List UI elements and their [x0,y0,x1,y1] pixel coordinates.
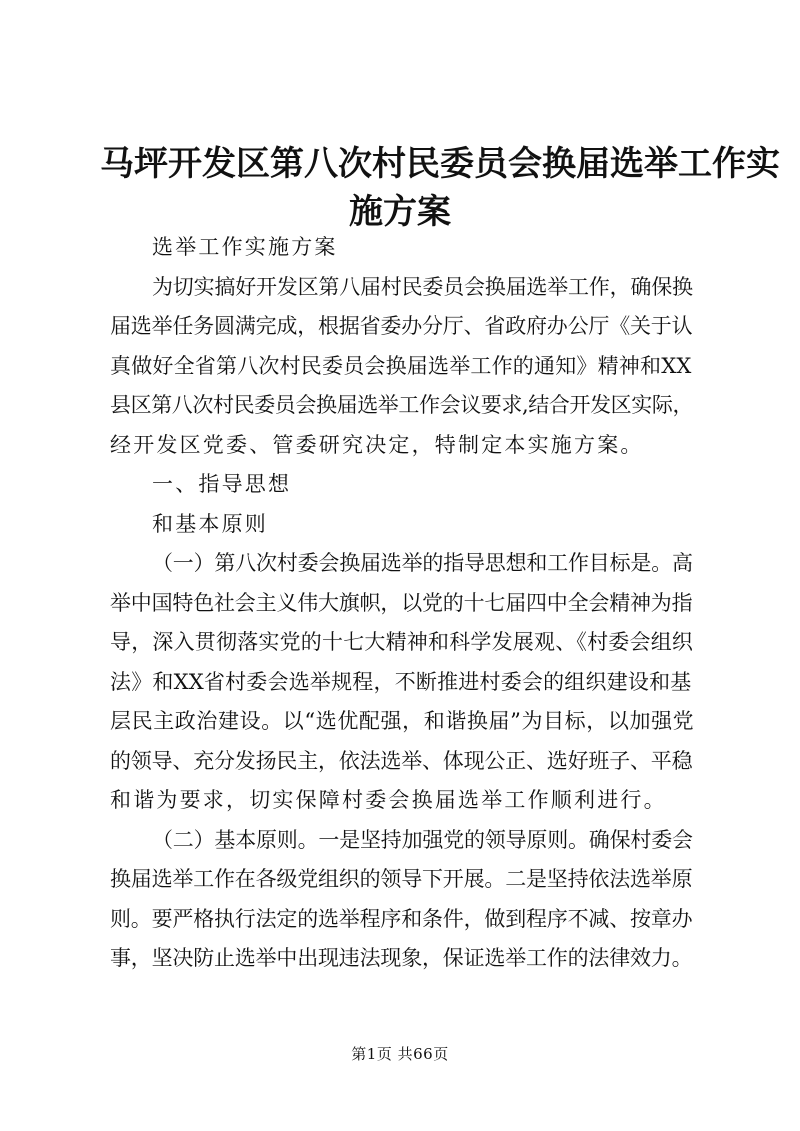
body-line: 层民主政治建设。以“选优配强，和谐换届”为目标，以加强党 [110,709,695,733]
page-footer: 第1页 共66页 [351,1045,449,1063]
document-body [110,228,696,979]
body-line: 选举工作实施方案 [152,235,338,259]
body-line: 县区第八次村民委员会换届选举工作会议要求,结合开发区实际， [110,393,694,417]
body-line: 举中国特色社会主义伟大旗帜，以党的十七届四中全会精神为指 [110,590,693,615]
body-line: 则。要严格执行法定的选举程序和条件，做到程序不减、按章办 [110,906,693,931]
body-line: 法》和XX省村委会选举规程，不断推进村委会的组织建设和基 [110,669,692,694]
body-line: 为切实搞好开发区第八届村民委员会换届选举工作，确保换 [152,274,693,299]
document-title [100,140,780,236]
body-line: 的领导、充分发扬民主，依法选举、体现公正、选好班子、平稳 [110,748,693,773]
body-line: 经开发区党委、管委研究决定，特制定本实施方案。 [110,432,644,457]
body-line: 真做好全省第八次村民委员会换届选举工作的通知》精神和XX [110,353,692,378]
title-line-1: 马坪开发区第八次村民委员会换届选举工作实 [100,144,780,184]
body-line: 事，坚决防止选举中出现违法现象，保证选举工作的法律效力。 [110,946,693,970]
body-line: 换届选举工作在各级党组织的领导下开展。二是坚持依法选举原 [110,867,693,891]
title-line-2: 施方案 [349,192,451,232]
body-line: 届选举任务圆满完成，根据省委办分厅、省政府办公厅《关于认 [110,314,693,338]
body-line: 导，深入贯彻落实党的十七大精神和科学发展观、《村委会组织 [110,630,694,654]
body-line: 和谐为要求，切实保障村委会换届选举工作顺利进行。 [110,788,667,812]
body-line: （一）第八次村委会换届选举的指导思想和工作目标是。高 [152,551,693,575]
body-line: （二）基本原则。一是坚持加强党的领导原则。确保村委会 [152,827,693,852]
body-line: 一、指导思想 [152,472,292,496]
body-line: 和基本原则 [152,511,268,536]
